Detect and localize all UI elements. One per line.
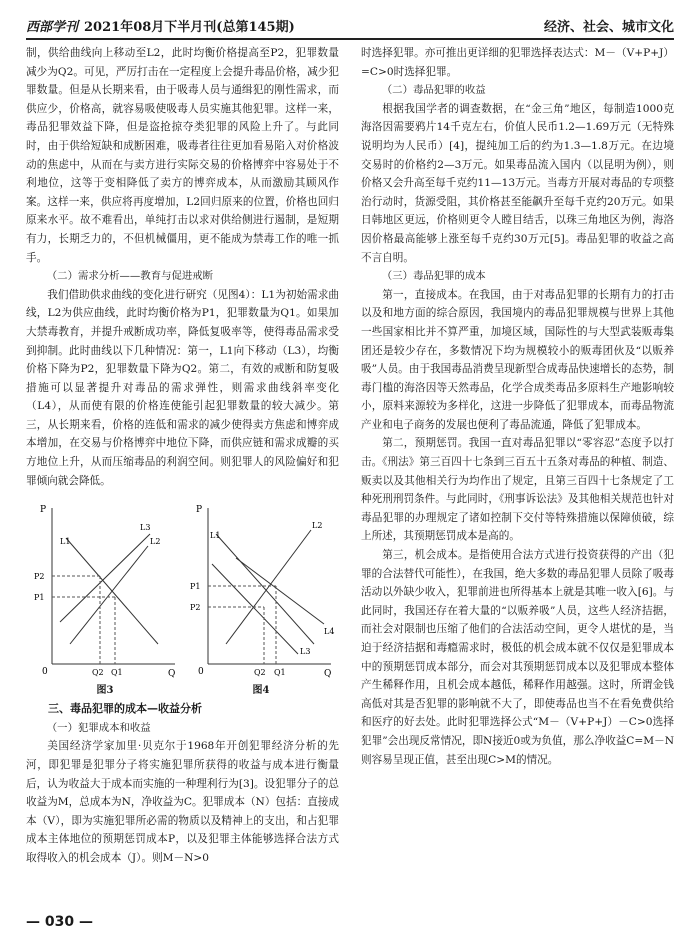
body-paragraph: 时选择犯罪。亦可推出更详细的犯罪选择表达式：M－（V+P+J）=C>0时选择犯罪。: [361, 47, 674, 78]
tick-p2: P2: [34, 572, 45, 582]
figure-caption: 图3: [96, 685, 114, 697]
axis-label-q: Q: [324, 669, 332, 680]
tick-q2: Q2: [254, 668, 266, 678]
label-l1: L1: [60, 537, 71, 547]
origin-label: 0: [42, 667, 48, 678]
tick-q1: Q1: [274, 668, 286, 678]
axis-label-q: Q: [168, 669, 176, 680]
curve-l2: [70, 546, 148, 644]
label-l2: L2: [150, 537, 161, 547]
journal-logo: 西部学刊: [26, 20, 79, 35]
section-heading: （二）需求分析——教育与促进戒断: [46, 270, 214, 283]
tick-p2: P2: [190, 603, 201, 613]
curve-l4: [236, 558, 324, 624]
figure-3-plot: [30, 494, 180, 684]
tick-p1: P1: [34, 593, 45, 603]
body-paragraph: 美国经济学家加里·贝克尔于1968年开创犯罪经济分析的先河，即犯罪是犯罪分子将实施犯罪所获得的收益与成本进行衡量后，认为收益大于成本而实施的一种理利行为[3]。设犯罪分子的总收益为M，总成本为N，净收益为C。犯罪成本（N）包括：直接成本（V），即为实施犯罪所必需的物质以及精神上的支出，和占犯罪成本主体地位的预期惩罚成本P，以及犯罪主体能够选择合法方式取得收入的机会成本（J）。则M－N>0: [26, 740, 339, 864]
section-heading: （二）毒品犯罪的收益: [381, 84, 486, 97]
body-paragraph: 我们借助供求曲线的变化进行研究（见图4）：L1为初始需求曲线，L2为供应曲线，此时均衡价格为P1，犯罪数量为Q1。如果加大禁毒教育，并提升戒断成功率，降低复吸率等，使得毒品需求受到抑制。此时曲线以下几种情况：第一，L1向下移动（L3），均衡价格下降为P2，犯罪数量下降为Q2。第二，有效的戒断和防复吸措施可以显著提升对毒品的需求弹性，则需求曲线斜率变化（L4），从而使有限的价格连使能引起犯罪数量的较大减少。第三，从长期来看，价格的连低和需求的减少使得卖方焦虑和博弈成本增加，在交易与价格博弈中地位下降，而供应链和需求成瓣的买方地位上升，从而压缩毒品的利润空间。则犯罪人的风险偏好和犯罪倾向就会降低。: [26, 288, 339, 487]
label-l3: L3: [140, 523, 151, 533]
section-heading: （三）毒品犯罪的成本: [381, 270, 486, 283]
header-rule: [26, 38, 674, 40]
body-paragraph: 第二，预期惩罚。我国一直对毒品犯罪以“零容忍”态度予以打击。《刑法》第三百四十七条到三百五十五条对毒品的种植、制造、贩卖以及其他相关行为均作出了规定，且第三百四十七条规定了工种死刑刑罚条件。与此同时，《刑事诉讼法》及其他相关规范也针对毒品犯罪的办理规定了诸如控制下交付等特殊措施以保障侦破，综上所述，其预期惩罚成本是高的。: [361, 437, 674, 543]
right-column: [361, 44, 674, 769]
body-paragraph: 根据我国学者的调查数据，在“金三角”地区，每制造1000克海洛因需要鸦片14千克左右，价值人民币1.2—1.69万元（无特殊说明均为人民币）[4]，提纯加工后的约为1.3—1.8万元。在边境交易时的价格约2—3万元。如果毒品流入国内（以昆明为例），则价格又会升高至每千克约11—13万元。当毒方开展对毒品的专项整治行动时，货源受阻，其价格甚至能飙升至每千克约20万元。如果日韩地区更远，价格则更令人瞠目结舌，以珠三角地区为例，海洛因价格最高能够上涨至每千克约30万元[5]。毒品犯罪的收益之高不言自明。: [361, 102, 674, 264]
label-l4: L4: [324, 627, 335, 637]
label-l1: L1: [210, 531, 221, 541]
issue-info: 2021年08月下半月刊(总第145期): [84, 20, 295, 35]
origin-label: 0: [198, 667, 204, 678]
tick-q2: Q2: [92, 668, 104, 678]
subsection-heading: （一）犯罪成本和收益: [46, 721, 151, 734]
axis-label-p: P: [40, 505, 47, 516]
axis-label-p: P: [196, 505, 203, 516]
figures-row: [26, 494, 339, 698]
page-header: [26, 14, 674, 36]
figure-caption: 图4: [252, 685, 270, 697]
tick-q1: Q1: [111, 668, 123, 678]
body-paragraph: 第三，机会成本。是指使用合法方式进行投资获得的产出（犯罪的合法替代可能性），在我国，绝大多数的毒品犯罪人员除了吸毒活动以外缺少收入，犯罪前进也所得基本上就是其唯一收入[6]。与此同时，我国还存在着大量的“以贩养吸”人员，这些人经济拮据，而社会对限制也压缩了他们的合法活动空间，更令人堪忧的是，当迫于经济拮据和毒瘾需求时，极低的机会成本就不仅仅是犯罪成本中的预期惩罚成本部分，而会对其预期惩罚成本以及犯罪成本整体产生稀释作用，且机会成本越低，稀释作用越强。这时，所谓金钱高低对其是否犯罪的影响就不大了，即使毒品也当不在看免费供给和医疗的好去处。此时犯罪选择公式“M－（V+P+J）－C>0选择犯罪”会出现反常情况，即N接近0或为负值，那么净收益C=M－N则容易呈现正值，甚至出现C>M的情况。: [361, 549, 674, 766]
tick-p1: P1: [190, 582, 201, 592]
figure-4: [186, 494, 336, 698]
figure-4-plot: [186, 494, 336, 684]
body-paragraph: 制，供给曲线向上移动至L2，此时均衡价格提高至P2，犯罪数量减少为Q2。可见，严厉打击在一定程度上会提升毒品价格，减少犯罪数量。但是从长期来看，由于吸毒人员与通缉犯的刚性需求，而供应少，价格高，就容易吸使吸毒人员实施其他犯罪。这样一来，毒品犯罪效益下降，但是盗抢掠夺类犯罪的风险上升了。与此同时，由于供给短缺和成断困难，吸毒者往往更加看易陷入对价格波动的焦虑中，从而在与卖方进行实际交易的价格博弈中容易处于不利地位，这等于变相降低了卖方的博弈成本，从而激励其顾风作案。这样一来，供应将再度增加，L2回归原来的位置，价格也回归原来水平。故不难看出，单纯打击以求对供给侧进行遏制，是短期有力，长期乏力的，不但机械僵用，更不能成为禁毒工作的唯一抓手。: [26, 47, 339, 264]
section-name: 经济、社会、城市文化: [543, 20, 674, 35]
page-number: — 030 —: [26, 914, 93, 930]
body-paragraph: 第一，直接成本。在我国，由于对毒品犯罪的长期有力的打击以及和地方面的综合原因，我国境内的毒品犯罪规模与世界上其他一些国家相比并不算严重，加境区域，国际性的与大型武装贩毒集团还是较少存在，多数情况下均为规模较小的贩毒团伙及“以贩养吸”人员。由于我国毒品消费呈现新型合成毒品快速增长的态势，制毒门槛的海洛因等天然毒品，化学合成类毒品多原料生产地影响较小，原料来源较为多样化，这进一步降低了犯罪成本，而毒品物流产业和电子商务的发展也便利了毒品流通，降低了犯罪成本。: [361, 288, 674, 431]
label-l3: L3: [300, 647, 311, 657]
label-l2: L2: [312, 521, 323, 531]
left-column: [26, 44, 339, 868]
section-heading: 三、毒品犯罪的成本—收益分析: [48, 702, 202, 716]
journal-info: [26, 16, 295, 35]
figure-3: [30, 494, 180, 698]
curve-l1: [216, 534, 314, 644]
